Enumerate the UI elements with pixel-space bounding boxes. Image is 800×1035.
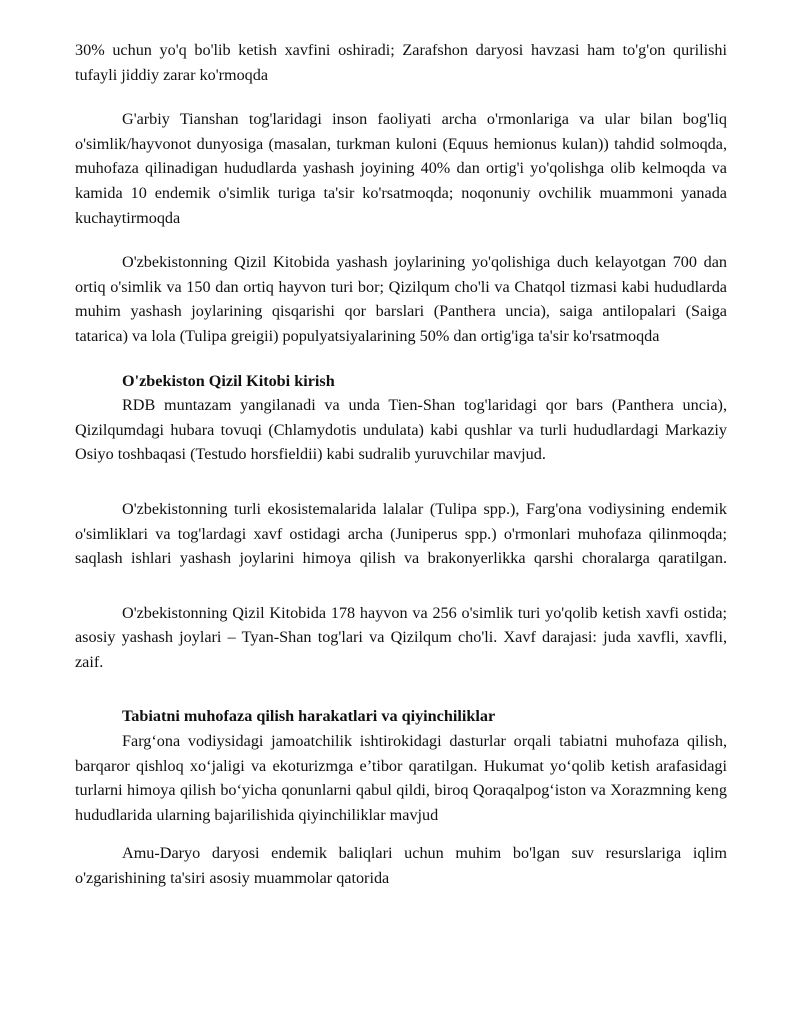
paragraph-rdb-updates: RDB muntazam yangilanadi va unda Tien-Shan tog'laridagi qor bars (Panthera uncia), Qizilqumdagi hubara tovuqi (Chlamydotis undulata) kabi qushlar va turli hududlardagi Markaziy Osiyo toshbaqasi (Testudo horsfieldii) kabi sudralib yuruvchilar mavjud. — [75, 396, 727, 464]
paragraph-continuation: 30% uchun yo'q bo'lib ketish xavfini oshiradi; Zarafshon daryosi havzasi ham to'g'on qurilishi tufayli jiddiy zarar ko'rmoqda — [75, 41, 727, 84]
paragraph-threatened-species-count: O'zbekistonning Qizil Kitobida 178 hayvon va 256 o'simlik turi yo'qolib ketish xavfi ostida; asosiy yashash joylari – Tyan-Shan tog'lari va Qizilqum cho'li. Xavf darajasi: juda xavfli, xavfli, zaif. — [75, 603, 727, 671]
paragraph-western-tianshan: G'arbiy Tianshan tog'laridagi inson faoliyati archa o'rmonlariga va ular bilan bog'liq o'simlik/hayvonot dunyosiga (masalan, turkman kuloni (Equus hemionus kulan)) tahdid solmoqda, muhofaza qilinadigan hududlarda yashash joyining 40% dan ortig'i yo'qolishga olib kelmoqda va kamida 10 endemik o'simlik turiga ta'sir ko'rsatmoqda; noqonuniy ovchilik muammoni yanada kuchaytirmoqda — [75, 110, 727, 227]
paragraph-community-programs: Farg‘ona vodiysidagi jamoatchilik ishtirokidagi dasturlar orqali tabiatni muhofaza qilish, barqaror qishloq xo‘jaligi va ekoturizmga e’tibor qaratilgan. Hukumat yo‘qolib ketish arafasidagi turlarni himoya qilish bo‘yicha qonunlarni qabul qildi, biroq Qoraqalpog‘iston va Xorazmning keng hududlarida ularning bajarilishida qiyinchiliklar mavjud — [75, 732, 727, 824]
paragraph-ecosystem-protection: O'zbekistonning turli ekosistemalarida lalalar (Tulipa spp.), Farg'ona vodiysining endemik o'simliklari va tog'lardagi xavf ostidagi archa (Juniperus spp.) o'rmonlari muhofaza qilinmoqda; saqlash ishlari yashash joylarini himoya qilish va brakonyerlikka qarshi choralarga qaratilgan. — [75, 499, 727, 568]
document-page — [75, 38, 727, 891]
section-heading-conservation-challenges: Tabiatni muhofaza qilish harakatlari va qiyinchiliklar — [122, 707, 496, 726]
paragraph-amu-darya-climate: Amu-Daryo daryosi endemik baliqlari uchun muhim bo'lgan suv resurslariga iqlim o'zgarishining ta'siri asosiy muammolar qatorida — [75, 844, 727, 888]
paragraph-red-book-habitat-loss: O'zbekistonning Qizil Kitobida yashash joylarining yo'qolishiga duch kelayotgan 700 dan ortiq o'simlik va 150 dan ortiq hayvon turi bor; Qizilqum cho'li va Chatqol tizmasi kabi hududlarda muhim yashash joylarining qisqarishi qor barslari (Panthera uncia), saiga antilopalari (Saiga tatarica) va lola (Tulipa greigii) populyatsiyalarining 50% dan ortig'iga ta'sir ko'rsatmoqda — [75, 253, 727, 345]
section-heading-red-book-intro: O'zbekiston Qizil Kitobi kirish — [122, 371, 335, 390]
